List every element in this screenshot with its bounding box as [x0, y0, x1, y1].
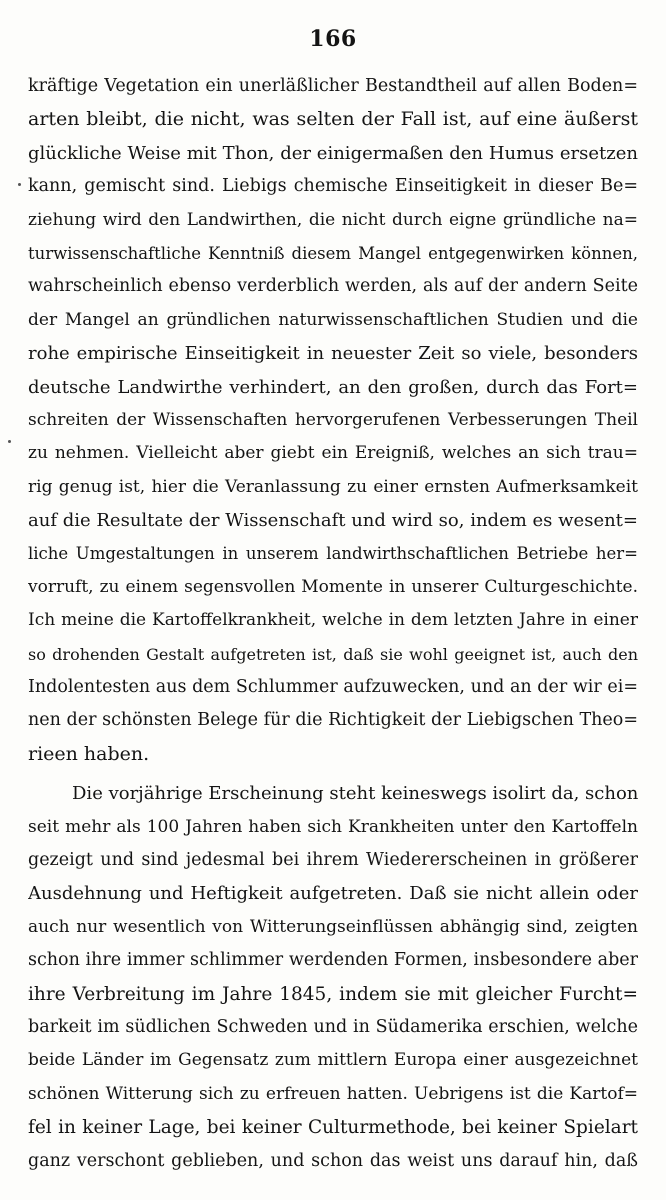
text-line: rieen haben.: [28, 742, 150, 765]
text-line: rig genug ist, hier die Veranlassung zu einer ernsten Aufmerksamkeit: [28, 476, 638, 497]
text-line: kann, gemischt sind. Liebigs chemische Einseitigkeit in dieser Be=: [28, 176, 638, 197]
text-line: barkeit im südlichen Schweden und in Südamerika erschien, welche: [28, 1016, 638, 1037]
text-line: wahrscheinlich ebenso verderblich werden, als auf der andern Seite: [28, 276, 638, 297]
text-line: nen der schönsten Belege für die Richtigkeit der Liebigschen Theo=: [28, 710, 638, 731]
page-number: 166: [309, 26, 357, 52]
text-line: rohe empirische Einseitigkeit in neuester Zeit so viele, besonders: [28, 343, 638, 365]
print-speck: [18, 183, 21, 186]
text-line: seit mehr als 100 Jahren haben sich Krankheiten unter den Kartoffeln: [28, 816, 638, 837]
text-line: ganz verschont geblieben, und schon das weist uns darauf hin, daß: [28, 1150, 638, 1171]
paragraph: [28, 70, 638, 771]
text-line: arten bleibt, die nicht, was selten der Fall ist, auf eine äußerst: [28, 108, 638, 131]
text-line: glückliche Weise mit Thon, der einigermaßen den Humus ersetzen: [28, 142, 638, 164]
paragraph: [28, 777, 638, 1178]
text-line: deutsche Landwirthe verhindert, an den großen, durch das Fort=: [28, 376, 638, 398]
text-line: auf die Resultate der Wissenschaft und wird so, indem es wesent=: [28, 510, 638, 532]
text-line: so drohenden Gestalt aufgetreten ist, daß sie wohl geeignet ist, auch den: [28, 644, 638, 664]
text-line: Die vorjährige Erscheinung steht keineswegs isolirt da, schon: [72, 783, 638, 805]
text-line: zu nehmen. Vielleicht aber giebt ein Ereigniß, welches an sich trau=: [28, 443, 638, 464]
text-line: schreiten der Wissenschaften hervorgerufenen Verbesserungen Theil: [28, 409, 638, 430]
text-line: gezeigt und sind jedesmal bei ihrem Wiedererscheinen in größerer: [28, 849, 638, 870]
body-text: [28, 70, 638, 1178]
text-line: kräftige Vegetation ein unerläßlicher Bestandtheil auf allen Boden=: [28, 76, 638, 96]
text-line: ihre Verbreitung im Jahre 1845, indem sie mit gleicher Furcht=: [28, 983, 638, 1005]
text-line: Indolentesten aus dem Schlummer aufzuwecken, und an der wir ei=: [28, 677, 638, 698]
text-line: liche Umgestaltungen in unserem landwirthschaftlichen Betriebe her=: [28, 544, 638, 564]
text-line: der Mangel an gründlichen naturwissenschaftlichen Studien und die: [28, 309, 638, 330]
text-line: Ausdehnung und Heftigkeit aufgetreten. Daß sie nicht allein oder: [28, 883, 638, 905]
text-line: schon ihre immer schlimmer werdenden Formen, insbesondere aber: [28, 950, 638, 971]
text-line: Ich meine die Kartoffelkrankheit, welche in dem letzten Jahre in einer: [28, 610, 638, 631]
text-line: auch nur wesentlich von Witterungseinflüssen abhängig sind, zeigten: [28, 916, 638, 937]
text-line: fel in keiner Lage, bei keiner Culturmethode, bei keiner Spielart: [28, 1117, 638, 1139]
text-line: schönen Witterung sich zu erfreuen hatten. Uebrigens ist die Kartof=: [28, 1083, 638, 1104]
text-line: ziehung wird den Landwirthen, die nicht durch eigne gründliche na=: [28, 209, 638, 230]
print-speck: [8, 440, 11, 443]
text-line: vorruft, zu einem segensvollen Momente in unserer Culturgeschichte.: [28, 576, 638, 597]
text-line: beide Länder im Gegensatz zum mittlern Europa einer ausgezeichnet: [28, 1050, 638, 1071]
text-line: turwissenschaftliche Kenntniß diesem Mangel entgegenwirken können,: [28, 243, 638, 263]
